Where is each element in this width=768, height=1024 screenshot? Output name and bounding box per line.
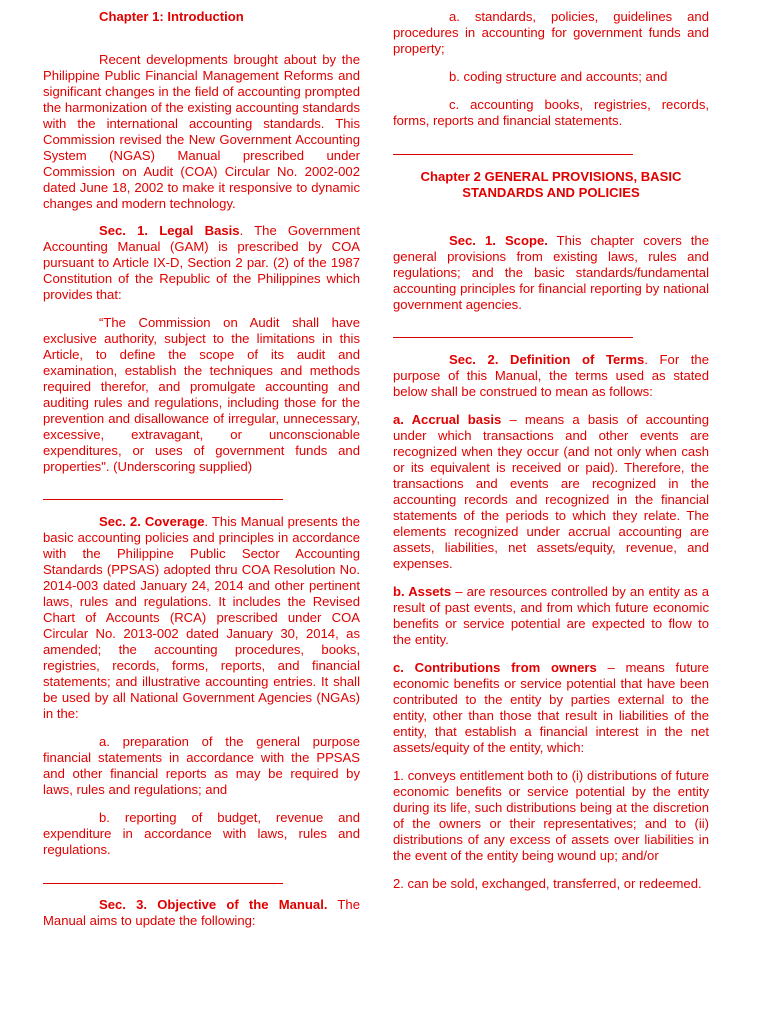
assets-term: b. Assets [393, 584, 452, 599]
definitions-paragraph: Sec. 2. Definition of Terms. For the purpose of this Manual, the terms used as stated below shall be construed to mean as follows: [393, 352, 709, 399]
constitution-quote: “The Commission on Audit shall have exclusive authority, subject to the limitations in this Article, to define the scope of its audit and examination, establish the techniques and methods required therefor, and promulgate accounting and auditing rules and regulations, including those for the prevention and disallowance of irregular, unnecessary, excessive, extravagant, or unconscionable expenditures, or uses of government funds and properties". (Underscoring supplied) [43, 315, 360, 474]
sec2-heading: Sec. 2. Coverage [99, 514, 205, 529]
objective-item-a: a. standards, policies, guidelines and procedures in accounting for government funds and property; [393, 9, 709, 56]
term-contributions: c. Contributions from owners – means future economic benefits or service potential that have been contributed to the entity by parties external to the entity, other than those that result in liabilities of the entity, that establish a financial interest in the net assets/equity of the entity, which: [393, 660, 710, 755]
divider-line [393, 154, 633, 155]
definitions-heading: Sec. 2. Definition of Terms [449, 352, 645, 367]
left-column [43, 9, 360, 929]
sec2-item-b: b. reporting of budget, revenue and expenditure in accordance with laws, rules and regulations. [43, 810, 360, 857]
right-column [393, 9, 709, 892]
sec3-heading: Sec. 3. Objective of the Manual. [99, 897, 328, 912]
scope-heading: Sec. 1. Scope. [449, 233, 548, 248]
chapter1-title: Chapter 1: Introduction [99, 9, 244, 24]
divider-line [393, 337, 633, 338]
intro-paragraph: Recent developments brought about by the Philippine Public Financial Management Reforms and significant changes in the field of accounting prompted the harmonization of the existing accounting standards with the international accounting standards. This Commission revised the New Government Accounting System (NGAS) Manual prescribed under Commission on Audit (COA) Circular No. 2002-002 dated June 18, 2002 to make it responsive to dynamic changes and modern technology. [43, 52, 360, 211]
term-assets: b. Assets – are resources controlled by an entity as a result of past events, and from which future economic benefits or service potential are expected to flow to the entity. [393, 584, 710, 647]
objective-item-b: b. coding structure and accounts; and [449, 69, 668, 84]
contributions-term: c. Contributions from owners [393, 660, 597, 675]
accrual-term: a. Accrual basis [393, 412, 502, 427]
sec2-coverage: Sec. 2. Coverage. This Manual presents the basic accounting policies and principles in accordance with the Philippine Public Sector Accounting Standards (PPSAS) adopted thru COA Resolution No. 2014-003 dated January 24, 2014 and other pertinent laws, rules and regulations. It includes the Revised Chart of Accounts (RCA) prescribed under COA Circular No. 2013-002 dated January 30, 2014, as amended; the accounting procedures, books, registries, records, forms, reports, and financial statements; and illustrative accounting entries. It shall be used by all National Government Agencies (NGAs) in the: [43, 514, 361, 721]
contributions-item-2: 2. can be sold, exchanged, transferred, or redeemed. [393, 876, 702, 891]
objective-item-c: c. accounting books, registries, records, forms, reports and financial statements. [393, 97, 709, 128]
sec2-item-a: a. preparation of the general purpose financial statements in accordance with the PPSAS and other financial reports as may be required by laws, rules and regulations; and [43, 734, 360, 797]
sec3-objective: Sec. 3. Objective of the Manual. The Manual aims to update the following: [43, 897, 360, 928]
scope-paragraph: Sec. 1. Scope. This chapter covers the general provisions from existing laws, rules and regulations; and the basic standards/fundamental accounting principles for financial reporting by national government agencies. [393, 233, 709, 312]
divider-line [43, 499, 283, 500]
sec1-legal-basis: Sec. 1. Legal Basis. The Government Accounting Manual (GAM) is prescribed by COA pursuant to Article IX-D, Section 2 par. (2) of the 1987 Constitution of the Republic of the Philippines which provides that: [43, 223, 360, 302]
contributions-item-1: 1. conveys entitlement both to (i) distributions of future economic benefits or service potential by the entity during its life, such distributions being at the discretion of the owners or their representatives; and to (ii) distributions of any excess of assets over liabilities in the event of the entity being wound up; and/or [393, 768, 709, 863]
term-accrual-basis: a. Accrual basis – means a basis of accounting under which transactions and other events are recognized when they occur (and not only when cash or its equivalent is received or paid). Therefore, the transactions and events are recognized in the accounting records and recognized in the financial statements of the periods to which they relate. The elements recognized under accrual accounting are assets, liabilities, net assets/equity, revenue, and expenses. [393, 412, 709, 571]
divider-line [43, 883, 283, 884]
chapter2-title: Chapter 2 GENERAL PROVISIONS, BASIC STANDARDS AND POLICIES [420, 169, 682, 200]
sec1-heading: Sec. 1. Legal Basis [99, 223, 240, 238]
